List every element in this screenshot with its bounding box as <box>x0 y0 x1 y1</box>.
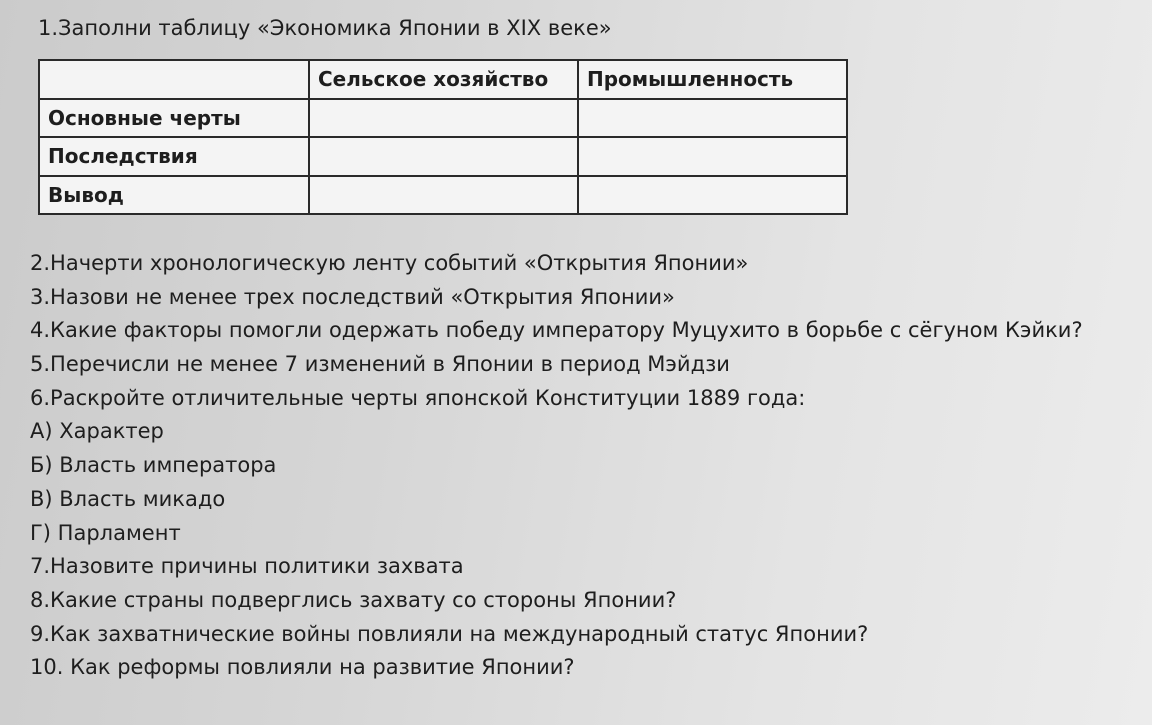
question-item: 3.Назови не менее трех последствий «Открытия Японии» <box>30 284 675 309</box>
economy-table <box>38 59 848 215</box>
question-list <box>30 247 1152 685</box>
table-cell <box>309 137 578 176</box>
table-cell <box>578 137 847 176</box>
table-header-industry: Промышленность <box>578 60 847 99</box>
table-cell <box>309 99 578 138</box>
question-item: 6.Раскройте отличительные черты японской Конституции 1889 года: <box>30 385 806 410</box>
task-title: 1.Заполни таблицу «Экономика Японии в XIX веке» <box>38 16 612 40</box>
row-label-consequences: Последствия <box>39 137 309 176</box>
question-item: 5.Перечисли не менее 7 изменений в Японии в период Мэйдзи <box>30 352 730 377</box>
table-cell <box>309 176 578 215</box>
table-header-row <box>39 60 847 99</box>
question-subitem: В) Власть микадо <box>30 486 226 511</box>
question-item: 7.Назовите причины политики захвата <box>30 554 464 579</box>
row-label-main-features: Основные черты <box>39 99 309 138</box>
question-subitem: А) Характер <box>30 419 164 444</box>
question-subitem: Г) Парламент <box>30 520 181 545</box>
table-cell <box>578 99 847 138</box>
table-row <box>39 137 847 176</box>
question-item: 10. Как реформы повлияли на развитие Японии? <box>30 655 575 680</box>
table-header-corner <box>39 60 309 99</box>
row-label-conclusion: Вывод <box>39 176 309 215</box>
table-row <box>39 176 847 215</box>
question-item: 2.Начерти хронологическую ленту событий «Открытия Японии» <box>30 251 749 275</box>
table-cell <box>578 176 847 215</box>
table-header-agriculture: Сельское хозяйство <box>309 60 578 99</box>
question-item: 8.Какие страны подверглись захвату со стороны Японии? <box>30 587 677 612</box>
question-subitem: Б) Власть императора <box>30 453 277 478</box>
table-row <box>39 99 847 138</box>
question-item: 9.Как захватнические войны повлияли на международный статус Японии? <box>30 621 869 646</box>
question-item: 4.Какие факторы помогли одержать победу императору Муцухито в борьбе с сёгуном Кэйки? <box>30 318 1083 343</box>
